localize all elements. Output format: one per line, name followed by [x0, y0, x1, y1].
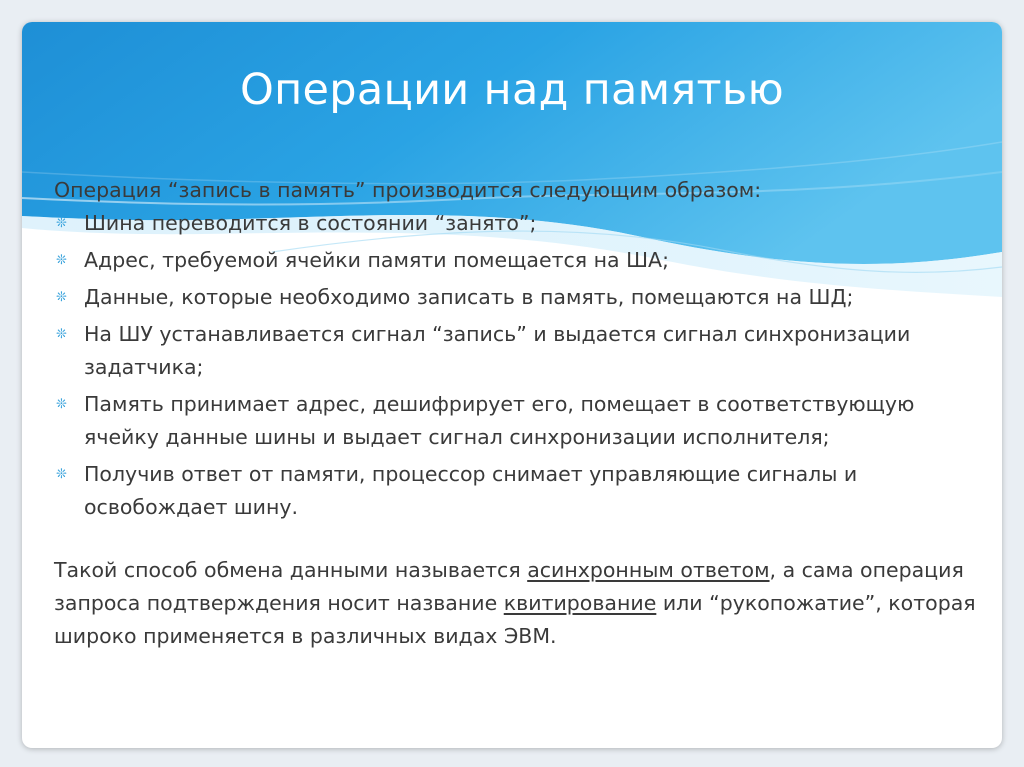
bullet-text: Память принимает адрес, дешифрирует его, помещает в соответствующую ячейку данные шины и выдает сигнал синхронизации исполнителя; — [84, 392, 915, 449]
bullet-text: Шина переводится в состоянии “занято”; — [84, 211, 537, 235]
slide-content — [54, 174, 984, 653]
term-acknowledgement: квитирование — [503, 591, 657, 615]
list-item — [54, 318, 984, 384]
conclusion-text: Такой способ обмена данными называется — [54, 558, 528, 582]
bullet-text: Адрес, требуемой ячейки памяти помещается на ША; — [84, 248, 669, 272]
slide-title: Операции над памятью — [239, 65, 785, 115]
asterisk-bullet-icon: ❊ — [56, 253, 67, 268]
asterisk-bullet-icon: ❊ — [56, 290, 67, 305]
asterisk-bullet-icon: ❊ — [56, 467, 67, 482]
conclusion-text: или “рукопожатие”, которая широко применяется в различных видах ЭВМ. — [54, 591, 976, 648]
list-item — [54, 281, 984, 314]
list-item — [54, 244, 984, 277]
bullet-text: Данные, которые необходимо записать в память, помещаются на ШД; — [84, 285, 854, 309]
conclusion-text: , а сама операция запроса подтверждения носит название — [54, 558, 964, 615]
slide — [22, 22, 1002, 748]
list-item — [54, 388, 984, 454]
bullet-text: Получив ответ от памяти, процессор снимает управляющие сигналы и освобождает шину. — [84, 462, 858, 519]
asterisk-bullet-icon: ❊ — [56, 216, 67, 231]
bullet-list — [54, 207, 984, 524]
list-item — [54, 207, 984, 240]
list-item — [54, 458, 984, 524]
bullet-text: На ШУ устанавливается сигнал “запись” и выдается сигнал синхронизации задатчика; — [84, 322, 911, 379]
asterisk-bullet-icon: ❊ — [56, 327, 67, 342]
intro-text: Операция “запись в память” производится следующим образом: — [54, 178, 762, 202]
term-asynchronous-response: асинхронным ответом — [527, 558, 770, 582]
asterisk-bullet-icon: ❊ — [56, 397, 67, 412]
conclusion-paragraph — [54, 554, 984, 653]
